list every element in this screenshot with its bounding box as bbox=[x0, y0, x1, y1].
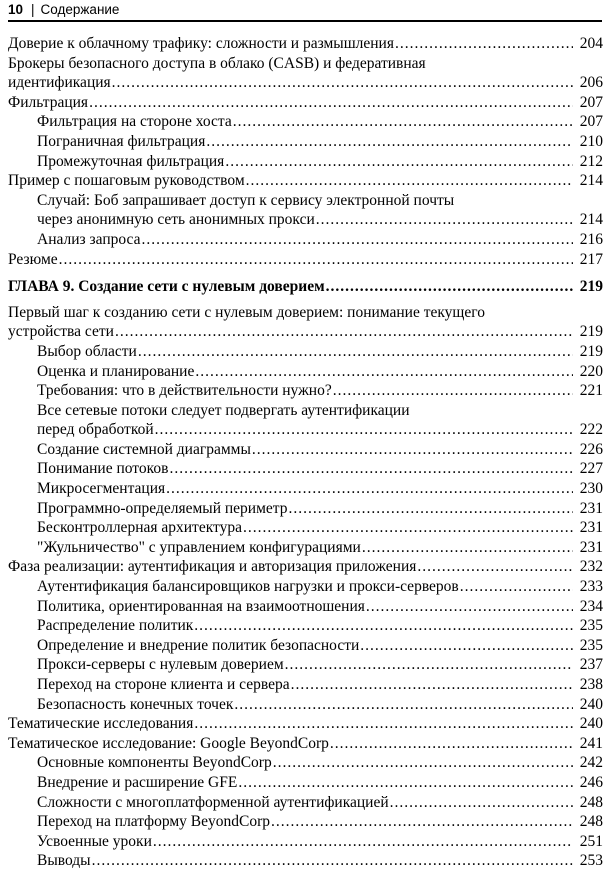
toc-entry bbox=[0, 675, 609, 695]
toc-entry-title-line2: через анонимную сеть анонимных прокси bbox=[37, 211, 315, 229]
toc-entry bbox=[0, 695, 609, 715]
toc-entry-title: Переход на стороне клиента и сервера bbox=[37, 676, 290, 693]
toc-entry bbox=[0, 250, 609, 270]
toc-entry-title: Фильтрация на стороне хоста bbox=[37, 113, 232, 131]
toc-entry-title: Распределение политик bbox=[37, 617, 194, 635]
toc-entry-title: Пример с пошаговым руководством bbox=[8, 172, 245, 190]
toc-entry-title: Политика, ориентированная на взаимоотношения bbox=[37, 597, 365, 615]
toc-entry bbox=[0, 812, 609, 832]
toc-entry bbox=[0, 655, 609, 675]
toc-entry bbox=[0, 734, 609, 754]
toc-entry bbox=[0, 793, 609, 813]
toc-entry-page: 220 bbox=[573, 362, 603, 382]
toc-entry-title: Выбор области bbox=[37, 342, 137, 360]
toc-entry bbox=[0, 401, 609, 440]
toc-entry bbox=[0, 54, 609, 93]
toc-entry-title: Промежуточная фильтрация bbox=[37, 152, 225, 170]
toc-entry-page: 240 bbox=[573, 714, 603, 734]
toc-entry bbox=[0, 342, 609, 362]
toc-entry bbox=[0, 191, 609, 230]
toc-entry-page: 248 bbox=[573, 812, 603, 832]
chapter-page: 219 bbox=[573, 277, 603, 297]
toc-chapter-heading bbox=[0, 277, 609, 297]
toc-entry bbox=[0, 171, 609, 191]
toc-entry-page: 212 bbox=[573, 152, 603, 172]
toc-entry-page: 227 bbox=[573, 459, 603, 479]
toc-entry-page: 221 bbox=[573, 381, 603, 401]
page-number: 10 bbox=[8, 2, 24, 17]
toc-entry-page: 246 bbox=[573, 773, 603, 793]
toc-entry-page: 235 bbox=[573, 636, 603, 656]
toc-entry-page: 219 bbox=[573, 342, 603, 362]
toc-entry bbox=[0, 577, 609, 597]
chapter-title: ГЛАВА 9. Создание сети с нулевым доверием bbox=[8, 278, 325, 296]
toc-entry-page: 217 bbox=[573, 250, 603, 270]
toc-entry bbox=[0, 93, 609, 113]
toc-entry bbox=[0, 459, 609, 479]
toc-entry-title: Фаза реализации: аутентификация и авторизация приложения bbox=[8, 558, 417, 576]
toc-entry-title: Прокси-серверы с нулевым доверием bbox=[37, 656, 284, 674]
toc-entry-title: Понимание потоков bbox=[37, 460, 169, 478]
toc-entry-page: 248 bbox=[573, 793, 603, 813]
toc-entry-title: Безопасность конечных точек bbox=[37, 695, 234, 713]
toc-entry-title: Пограничная фильтрация bbox=[37, 132, 206, 150]
toc-entry bbox=[0, 597, 609, 617]
table-of-contents bbox=[0, 34, 609, 871]
toc-entry-title: Сложности с многоплатформенной аутентификацией bbox=[37, 793, 389, 811]
toc-entry-page: 206 bbox=[573, 73, 603, 93]
toc-entry-title: Резюме bbox=[8, 250, 58, 268]
toc-entry bbox=[0, 303, 609, 342]
toc-entry-page: 231 bbox=[573, 538, 603, 558]
toc-entry-title-line2: идентификация bbox=[8, 74, 111, 92]
toc-entry bbox=[0, 479, 609, 499]
toc-entry-page: 235 bbox=[573, 616, 603, 636]
toc-entry-title: Аутентификация балансировщиков нагрузки и прокси-серверов bbox=[37, 578, 459, 596]
toc-entry-title: Выводы bbox=[37, 852, 91, 870]
toc-entry-title: Тематические исследования bbox=[8, 715, 194, 733]
toc-entry bbox=[0, 557, 609, 577]
toc-entry-page: 207 bbox=[573, 112, 603, 132]
toc-entry-title-line1: Первый шаг к созданию сети с нулевым доверием: понимание текущего bbox=[8, 303, 485, 321]
toc-entry-title: Основные компоненты BeyondCorp bbox=[37, 754, 272, 772]
toc-entry-page: 219 bbox=[573, 322, 603, 342]
toc-entry-page: 241 bbox=[573, 734, 603, 754]
toc-entry-title: Определение и внедрение политик безопасности bbox=[37, 636, 360, 654]
toc-entry-title: Программно-определяемый периметр bbox=[37, 499, 288, 517]
toc-entry-page: 216 bbox=[573, 230, 603, 250]
toc-entry-title: Переход на платформу BeyondCorp bbox=[37, 813, 271, 831]
toc-entry-title: Усвоенные уроки bbox=[37, 832, 152, 850]
toc-entry-title-line1: Брокеры безопасного доступа в облако (CASB) и федеративная bbox=[8, 54, 426, 72]
toc-entry bbox=[0, 714, 609, 734]
toc-entry-title-line1: Все сетевые потоки следует подвергать аутентификации bbox=[37, 401, 410, 419]
toc-entry-page: 242 bbox=[573, 753, 603, 773]
toc-entry bbox=[0, 832, 609, 852]
toc-entry-title: Оценка и планирование bbox=[37, 362, 195, 380]
toc-entry bbox=[0, 152, 609, 172]
toc-entry-page: 231 bbox=[573, 518, 603, 538]
toc-entry-page: 207 bbox=[573, 93, 603, 113]
toc-entry-page: 238 bbox=[573, 675, 603, 695]
toc-entry-page: 234 bbox=[573, 597, 603, 617]
toc-entry-page: 230 bbox=[573, 479, 603, 499]
toc-entry bbox=[0, 538, 609, 558]
toc-entry-page: 210 bbox=[573, 132, 603, 152]
toc-entry-title: Внедрение и расширение GFE bbox=[37, 773, 238, 791]
toc-entry bbox=[0, 753, 609, 773]
toc-entry bbox=[0, 230, 609, 250]
toc-entry bbox=[0, 773, 609, 793]
toc-entry-page: 253 bbox=[573, 851, 603, 871]
toc-entry bbox=[0, 132, 609, 152]
toc-entry-title: Фильтрация bbox=[8, 93, 89, 111]
toc-entry-title: Требования: что в действительности нужно? bbox=[37, 382, 332, 400]
toc-entry bbox=[0, 112, 609, 132]
toc-entry-title: Микросегментация bbox=[37, 480, 166, 498]
toc-entry-page: 237 bbox=[573, 655, 603, 675]
toc-entry bbox=[0, 636, 609, 656]
toc-entry bbox=[0, 518, 609, 538]
toc-entry-page: 214 bbox=[573, 171, 603, 191]
toc-entry-title: Анализ запроса bbox=[37, 230, 141, 248]
toc-entry-page: 222 bbox=[573, 420, 603, 440]
toc-entry-title: Доверие к облачному трафику: сложности и размышления bbox=[8, 35, 394, 52]
toc-entry-title-line2: перед обработкой bbox=[37, 421, 154, 439]
toc-entry-title: Бесконтроллерная архитектура bbox=[37, 519, 242, 537]
header-separator: | bbox=[31, 2, 35, 17]
toc-entry-page: 240 bbox=[573, 695, 603, 715]
toc-entry bbox=[0, 440, 609, 460]
page-header bbox=[8, 1, 602, 22]
toc-entry-page: 232 bbox=[573, 557, 603, 577]
running-title: Содержание bbox=[40, 2, 120, 17]
toc-entry bbox=[0, 499, 609, 519]
toc-entry bbox=[0, 381, 609, 401]
toc-entry bbox=[0, 616, 609, 636]
toc-entry-page: 251 bbox=[573, 832, 603, 852]
toc-entry bbox=[0, 362, 609, 382]
toc-entry-page: 231 bbox=[573, 499, 603, 519]
toc-entry-page: 204 bbox=[573, 34, 603, 54]
toc-entry-title-line2: устройства сети bbox=[8, 323, 114, 341]
toc-entry-title-line1: Случай: Боб запрашивает доступ к сервису электронной почты bbox=[37, 191, 455, 209]
toc-entry-title: "Жульничество" с управлением конфигурациями bbox=[37, 538, 361, 556]
toc-entry bbox=[0, 34, 609, 54]
toc-entry-page: 226 bbox=[573, 440, 603, 460]
toc-entry bbox=[0, 851, 609, 871]
toc-entry-page: 233 bbox=[573, 577, 603, 597]
toc-entry-page: 214 bbox=[573, 210, 603, 230]
toc-entry-title: Тематическое исследование: Google BeyondCorp bbox=[8, 734, 329, 752]
toc-entry-title: Создание системной диаграммы bbox=[37, 440, 251, 458]
